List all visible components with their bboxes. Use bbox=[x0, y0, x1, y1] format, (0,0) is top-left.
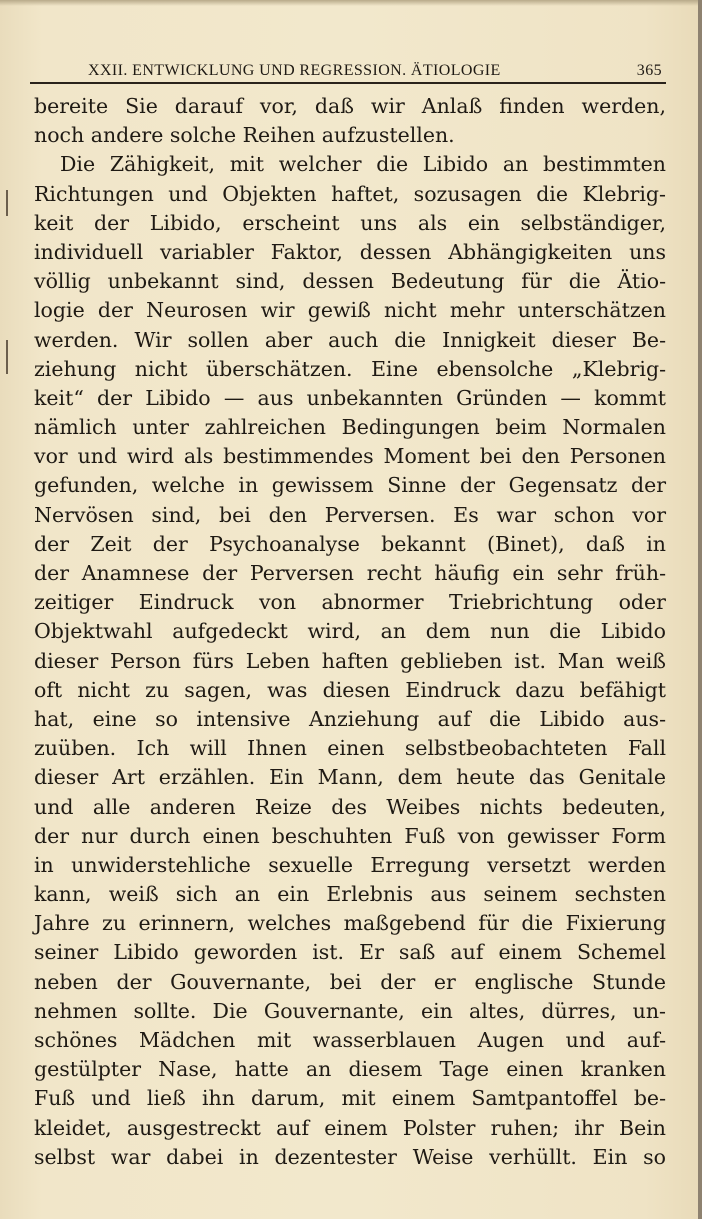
text-line: individuell variabler Faktor, dessen Abhängigkeiten uns bbox=[34, 239, 666, 264]
page-top-edge bbox=[0, 0, 702, 6]
text-line: seiner Libido geworden ist. Er saß auf einem Schemel bbox=[34, 940, 666, 965]
margin-mark bbox=[6, 340, 8, 374]
text-line: Fuß und ließ ihn darum, mit einem Samtpantoffel be- bbox=[34, 1086, 666, 1111]
text-line: werden. Wir sollen aber auch die Innigkeit dieser Be- bbox=[34, 327, 666, 352]
text-line: schönes Mädchen mit wasserblauen Augen und auf- bbox=[34, 1028, 666, 1052]
text-line: kann, weiß sich an ein Erlebnis aus seinem sechsten bbox=[34, 882, 666, 907]
text-line: in unwiderstehliche sexuelle Erregung versetzt werden bbox=[34, 852, 666, 877]
text-line: nehmen sollte. Die Gouvernante, ein altes, dürres, un- bbox=[34, 998, 666, 1023]
text-line: neben der Gouvernante, bei der er englische Stunde bbox=[34, 969, 666, 994]
text-line: noch andere solche Reihen aufzustellen. bbox=[34, 123, 455, 148]
text-line: dieser Art erzählen. Ein Mann, dem heute das Genitale bbox=[34, 765, 666, 790]
margin-mark bbox=[6, 190, 8, 216]
text-line: Objektwahl aufgedeckt wird, an dem nun die Libido bbox=[34, 619, 666, 644]
body-text bbox=[34, 92, 666, 1172]
text-line: völlig unbekannt sind, dessen Bedeutung für die Ätio- bbox=[34, 269, 666, 294]
text-line: zuüben. Ich will Ihnen einen selbstbeobachteten Fall bbox=[34, 736, 666, 761]
chapter-title: XXII. ENTWICKLUNG UND REGRESSION. ÄTIOLOGIE bbox=[88, 62, 501, 79]
text-line: der nur durch einen beschuhten Fuß von gewisser Form bbox=[34, 823, 666, 848]
text-line: logie der Neurosen wir gewiß nicht mehr unterschätzen bbox=[34, 298, 666, 323]
text-line: zeitiger Eindruck von abnormer Triebrichtung oder bbox=[34, 590, 666, 615]
text-line: bereite Sie darauf vor, daß wir Anlaß finden werden, bbox=[34, 94, 666, 118]
text-line: der Anamnese der Perversen recht häufig ein sehr früh- bbox=[34, 561, 666, 585]
text-line: keit“ der Libido — aus unbekannten Gründen — kommt bbox=[34, 385, 666, 410]
running-header bbox=[34, 54, 662, 80]
text-line: Nervösen sind, bei den Perversen. Es war schon vor bbox=[34, 502, 666, 527]
text-line: ziehung nicht überschätzen. Eine ebensolche „Klebrig- bbox=[34, 356, 666, 381]
text-line: kleidet, ausgestreckt auf einem Polster ruhen; ihr Bein bbox=[34, 1115, 666, 1140]
text-line: vor und wird als bestimmendes Moment bei den Personen bbox=[34, 444, 666, 469]
text-line: Richtungen und Objekten haftet, sozusagen die Klebrig- bbox=[34, 181, 666, 206]
page-right-edge bbox=[698, 0, 702, 1219]
text-line: und alle anderen Reize des Weibes nichts bedeuten, bbox=[34, 794, 666, 819]
header-rule bbox=[30, 82, 666, 84]
text-line: gefunden, welche in gewissem Sinne der Gegensatz der bbox=[34, 473, 666, 498]
text-line: selbst war dabei in dezentester Weise verhüllt. Ein so bbox=[34, 1144, 666, 1169]
text-line: dieser Person fürs Leben haften geblieben ist. Man weiß bbox=[34, 648, 666, 673]
text-line: gestülpter Nase, hatte an diesem Tage einen kranken bbox=[34, 1057, 666, 1082]
text-line: Jahre zu erinnern, welches maßgebend für die Fixierung bbox=[34, 911, 666, 936]
page-number: 365 bbox=[636, 62, 662, 79]
text-line: oft nicht zu sagen, was diesen Eindruck dazu befähigt bbox=[34, 677, 666, 702]
text-line: Die Zähigkeit, mit welcher die Libido an bestimmten bbox=[60, 152, 666, 177]
text-line: keit der Libido, erscheint uns als ein selbständiger, bbox=[34, 210, 666, 235]
text-line: hat, eine so intensive Anziehung auf die Libido aus- bbox=[34, 706, 666, 731]
text-line: nämlich unter zahlreichen Bedingungen beim Normalen bbox=[34, 415, 666, 440]
text-line: der Zeit der Psychoanalyse bekannt (Binet), daß in bbox=[34, 531, 666, 556]
